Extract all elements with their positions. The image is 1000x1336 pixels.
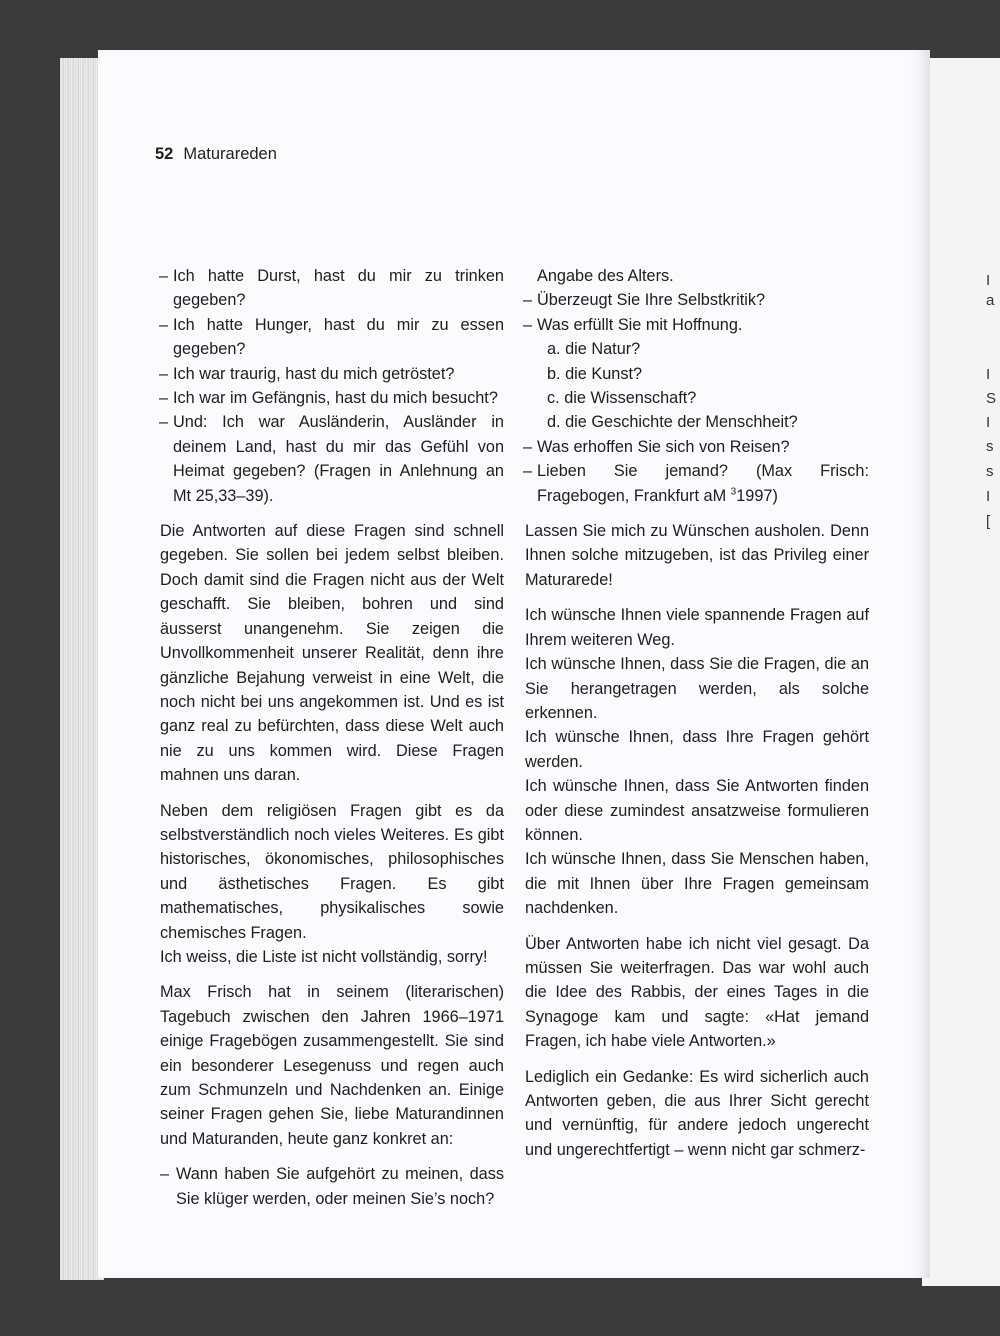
- question-item: – Ich hatte Hunger, hast du mir zu essen gegeben?: [160, 313, 504, 362]
- question-item: – Was erhoffen Sie sich von Reisen?: [525, 435, 869, 459]
- wish-line: Ich wünsche Ihnen viele spannende Fragen auf Ihrem weiteren Weg.: [525, 606, 869, 649]
- wish-line: Ich wünsche Ihnen, dass Ihre Fragen gehört werden.: [525, 728, 869, 771]
- facing-page-letter: s: [986, 438, 994, 455]
- paragraph: Ich weiss, die Liste ist nicht vollständig, sorry!: [160, 947, 488, 966]
- paragraph: Die Antworten auf diese Fragen sind schnell gegeben. Sie sollen bei jedem selbst bleiben. Doch damit sind die Fragen nicht aus der Welt geschafft. Sie bleiben, bohren und sind äusserst unangenehm. Sie zeigen die Unvollkommenheit unserer Realität, denn ihre gänzliche Bejahung verweist in eine Welt, die noch nicht bei uns angekommen ist. Und es ist ganz real zu befürchten, dass diese Welt auch nie zu uns kommen wird. Diese Fragen mahnen uns daran.: [160, 522, 504, 785]
- left-column: [160, 264, 504, 1211]
- paragraph: Lediglich ein Gedanke: Es wird sicherlich auch Antworten geben, die aus Ihrer Sicht gerecht und vernünftig, für andere jedoch ungerecht und ungerechtfertigt – wenn nicht gar schmerz-: [525, 1067, 869, 1159]
- running-header: [155, 145, 277, 164]
- list-item: b. die Kunst?: [547, 364, 643, 383]
- question-item: – Überzeugt Sie Ihre Selbstkritik?: [525, 288, 869, 312]
- question-item: – Ich war im Gefängnis, hast du mich besucht?: [160, 386, 504, 410]
- paragraph: Neben dem religiösen Fragen gibt es da selbstverständlich noch vieles Weiteres. Es gibt historisches, ökonomisches, philosophisches und ästhetisches Fragen. Es gibt mathematisches, physikalisches sowie chemisches Fragen.: [160, 801, 504, 942]
- facing-page-letter: I: [986, 414, 991, 431]
- wish-line: Ich wünsche Ihnen, dass Sie die Fragen, die an Sie herangetragen werden, als solche erkennen.: [525, 655, 869, 722]
- list-item: d. die Geschichte der Menschheit?: [547, 413, 798, 432]
- question-item: [525, 459, 869, 508]
- paragraph: Lassen Sie mich zu Wünschen ausholen. Denn Ihnen solche mitzugeben, ist das Privileg einer Maturarede!: [525, 522, 869, 589]
- page-number: 52: [155, 145, 174, 163]
- facing-page-letter: S: [986, 390, 997, 407]
- facing-page-letter: s: [986, 463, 994, 480]
- paragraph: Max Frisch hat in seinem (literarischen) Tagebuch zwischen den Jahren 1966–1971 einige Fragebögen zusammengestellt. Sie sind ein besonderer Lesegenuss und regen auch zum Schmunzeln und Nachdenken an. Einige seiner Fragen gehen Sie, liebe Maturandinnen und Maturanden, heute ganz konkret an:: [160, 983, 504, 1148]
- wish-line: Ich wünsche Ihnen, dass Sie Menschen haben, die mit Ihnen über Ihre Fragen gemeinsam nachdenken.: [525, 850, 869, 918]
- chapter-title: Maturareden: [183, 145, 277, 163]
- question-item: – Was erfüllt Sie mit Hoffnung.: [525, 313, 869, 337]
- facing-page-letter: I: [986, 488, 991, 505]
- list-item: c. die Wissenschaft?: [547, 389, 697, 408]
- facing-page: [922, 58, 1000, 1286]
- wish-line: Ich wünsche Ihnen, dass Sie Antworten finden oder diese zumindest ansatzweise formulieren können.: [525, 777, 869, 844]
- list-item: a. die Natur?: [547, 340, 641, 359]
- question-item: – Wann haben Sie aufgehört zu meinen, dass Sie klüger werden, oder meinen Sie’s noch?: [160, 1162, 504, 1211]
- question-item: – Ich war traurig, hast du mich getröstet?: [160, 362, 504, 386]
- facing-page-letter: a: [986, 292, 995, 309]
- continuation-line: Angabe des Alters.: [537, 267, 674, 285]
- facing-page-letter: [: [986, 513, 991, 530]
- question-text-end: 1997): [736, 486, 778, 505]
- facing-page-letter: I: [986, 366, 991, 383]
- question-item: – Ich hatte Durst, hast du mir zu trinken gegeben?: [160, 264, 504, 313]
- edition-superscript: 3: [730, 486, 737, 498]
- question-text: Lieben Sie jemand? (Max Frisch: Fragebogen, Frankfurt aM: [537, 462, 869, 505]
- right-column: [525, 264, 869, 1162]
- paragraph: Über Antworten habe ich nicht viel gesagt. Da müssen Sie weiterfragen. Das war wohl auch die Idee des Rabbis, der eines Tages in die Synagoge kam und sagte: «Hat jemand Fragen, ich habe viele Antworten.»: [525, 934, 869, 1051]
- question-item: – Und: Ich war Ausländerin, Ausländer in deinem Land, hast du mir das Gefühl von Heimat gegeben? (Fragen in Anlehnung an Mt 25,33–39).: [160, 410, 504, 508]
- facing-page-letter: I: [986, 272, 991, 289]
